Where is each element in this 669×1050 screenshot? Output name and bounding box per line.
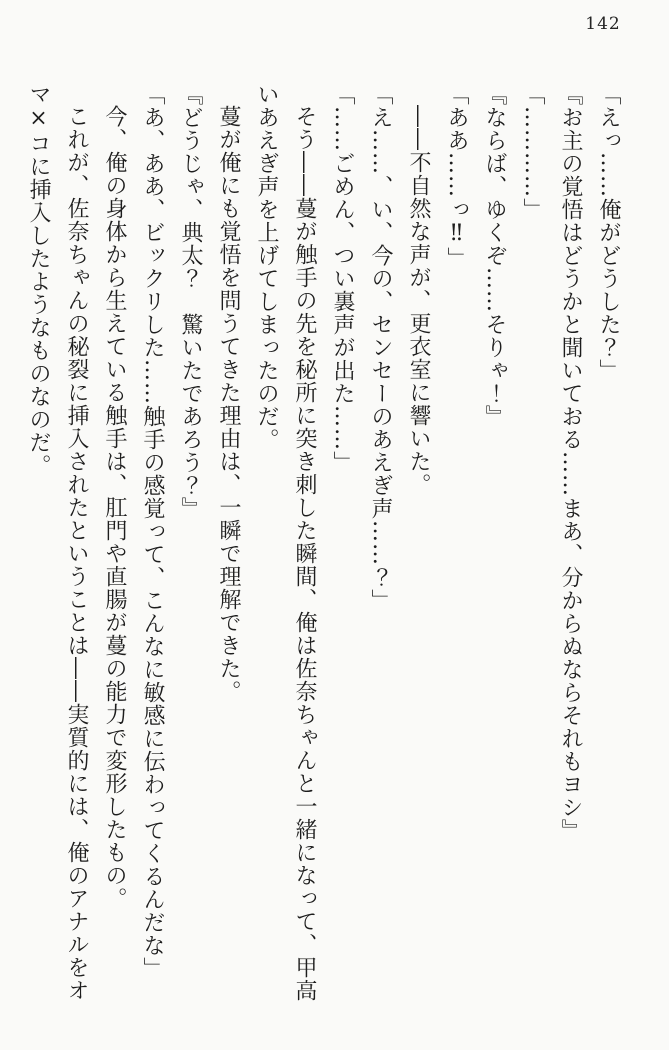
text-line-dialogue-2: 『お主の覚悟はどうかと聞いておる……まあ、分からぬならそれもヨシ』 (558, 83, 583, 842)
text-line-narrative-5b: マ×コに挿入したようなものなのだ。 (26, 83, 51, 477)
text-line-dialogue-8: 『どうじゃ、典太？ 驚いたであろう？』 (178, 83, 203, 520)
text-line-narrative-5: これが、佐奈ちゃんの秘裂に挿入されたということは――実質的には、俺のアナルをオ (64, 105, 89, 1002)
text-line-dialogue-7: 「……ごめん、つい裏声が出た……」 (330, 83, 355, 474)
text-line-dialogue-4: 『ならば、ゆくぞ……そりゃ！』 (482, 83, 507, 428)
text-line-dialogue-5: 「ああ……っ‼」 (444, 83, 469, 270)
text-line-dialogue-3: 「…………」 (520, 83, 545, 221)
text-line-narrative-4: 今、俺の身体から生えている触手は、肛門や直腸が蔓の能力で変形したもの。 (102, 105, 127, 910)
page-number: 142 (585, 14, 621, 34)
text-line-narrative-3: 蔓が俺にも覚悟を問うてきた理由は、一瞬で理解できた。 (216, 105, 241, 703)
text-line-narrative-1: ――不自然な声が、更衣室に響いた。 (406, 105, 431, 496)
text-line-narrative-2b: いあえぎ声を上げてしまったのだ。 (254, 83, 279, 451)
text-line-dialogue-1: 「えっ……俺がどうした？」 (596, 83, 621, 382)
text-line-narrative-2: そう――蔓が触手の先を秘所に突き刺した瞬間、俺は佐奈ちゃんと一緒になって、甲高 (292, 105, 317, 1002)
text-line-dialogue-9: 「あ、ああ、ビックリした……触手の感覚って、こんなに敏感に伝わってくるんだな」 (140, 83, 165, 980)
text-block (19, 83, 627, 1018)
text-line-dialogue-6: 「え……、い、今の、センセーのあえぎ声……？」 (368, 83, 393, 612)
